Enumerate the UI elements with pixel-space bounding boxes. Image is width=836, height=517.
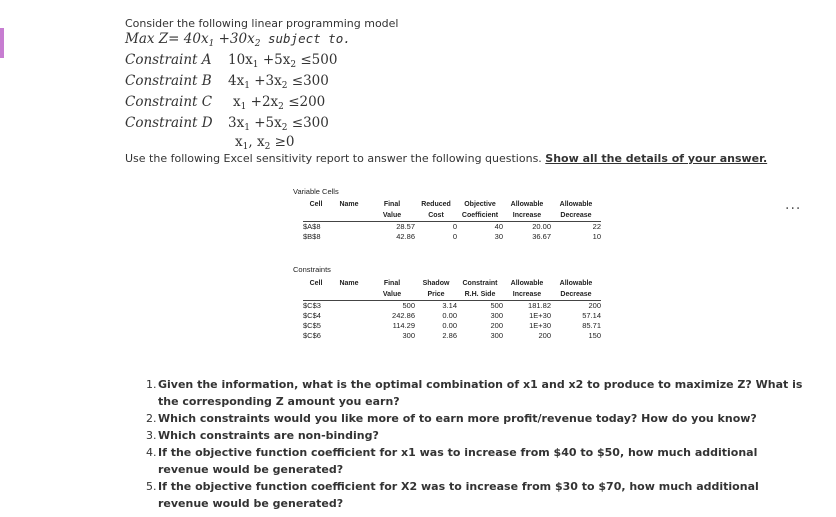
instructions-emphasis: Show all the details of your answer. [545,152,768,165]
constraints-table [303,278,601,341]
table-header-cell [329,289,369,301]
table-header-cell: Name [339,280,359,287]
table-cell: 181.82 [528,301,551,310]
question-item [146,427,806,444]
table-header-cell: Shadow [422,280,450,287]
table-cell: 85.71 [582,321,601,330]
table-header-cell: Final [383,201,401,208]
constraint-expression: $3x_1 +5x_2 \le 300$ [228,115,329,133]
table-row [303,232,601,242]
question-text: Which constraints are non-binding? [158,429,379,442]
question-item [146,478,806,512]
table-header-cell: Cell [309,201,323,208]
question-list [146,376,806,512]
table-row [303,222,601,233]
table-cell: 300 [402,331,415,340]
question-text: Which constraints would you like more of to earn more profit/revenue today? How do you know? [158,412,757,425]
table-cell [329,301,369,312]
question-number: 5. [146,480,157,493]
question-number: 3. [146,429,157,442]
variable-cells-table [303,199,601,242]
table-cell: 0 [452,232,457,241]
table-header-cell: Final [383,280,401,287]
table-header-cell [303,289,329,301]
table-cell: $A$8 [303,222,321,231]
table-header-cell: Value [369,210,415,222]
table-cell: $C$6 [303,331,321,340]
table-header-cell: Cell [309,280,323,287]
table-cell: 20.00 [532,222,551,231]
constraint-name: Constraint A [125,52,212,68]
table-header-cell: Price [415,289,457,301]
table-cell [329,311,369,321]
table-cell: 0 [452,222,457,231]
table-cell: 300 [490,331,503,340]
table-cell [329,331,369,341]
table-cell: 22 [592,222,601,231]
intro-text: Consider the following linear programming model [125,17,399,30]
table-header-cell: Allowable [510,201,544,208]
constraint-row [125,52,337,70]
table-header-cell: Decrease [551,289,601,301]
table-cell [329,222,369,233]
instructions: Use the following Excel sensitivity report to answer the following questions. Show all the details of your answer. [125,152,768,165]
objective-function: Max $Z= 40x_1 +30x_2$ subject to. [125,31,351,49]
table-cell: 0.00 [442,321,457,330]
table-cell: $C$5 [303,321,321,330]
table-cell: 57.14 [582,311,601,320]
table-header-cell: Decrease [551,210,601,222]
table-header-cell: Reduced [421,201,451,208]
table-header-cell: Objective [464,201,496,208]
table-cell: 42.86 [396,232,415,241]
table-cell: 114.29 [392,321,415,330]
more-dots-icon[interactable]: ... [785,197,802,213]
question-text: If the objective function coefficient for x1 was to increase from $40 to $50, how much additional revenue would be generated? [158,446,758,476]
constraint-row [125,115,329,133]
table-row [303,331,601,341]
table-header-cell: Coefficient [457,210,503,222]
table-cell: 36.67 [532,232,551,241]
table-cell [329,232,369,242]
table-cell: 3.14 [442,301,457,310]
constraint-name: Constraint D [125,115,213,131]
question-number: 4. [146,446,157,459]
table-cell: 28.57 [396,222,415,231]
table-cell: $B$8 [303,232,321,241]
table-row [303,301,601,312]
table-header-cell: Value [369,289,415,301]
table-cell: 200 [588,301,601,310]
table-cell: $C$3 [303,301,321,310]
table-cell: $C$4 [303,311,321,320]
question-item [146,376,806,410]
table-cell: 0.00 [442,311,457,320]
table-header-cell: Increase [503,289,551,301]
table-cell: 242.86 [392,311,415,320]
table-cell: 500 [402,301,415,310]
table-cell: 1E+30 [529,321,551,330]
accent-bar [0,28,4,58]
table-cell: 150 [588,331,601,340]
table-cell: 200 [490,321,503,330]
non-negativity: $x_1$, $x_2 \ge 0$ [235,134,295,152]
table-header-cell: Allowable [559,201,593,208]
table-header-cell: Name [339,201,359,208]
table-header-cell: Allowable [510,280,544,287]
question-item [146,444,806,478]
table-cell [329,321,369,331]
question-item [146,410,806,427]
table-cell: 200 [538,331,551,340]
constraint-name: Constraint C [125,94,213,110]
constraint-row [125,94,325,112]
table-row [303,321,601,331]
question-number: 1. [146,378,157,391]
constraint-expression: $x_1 +2x_2 \le 200$ [233,94,326,112]
question-text: If the objective function coefficient for X2 was to increase from $30 to $70, how much additional revenue would be generated? [158,480,759,510]
table-header-cell: Allowable [559,280,593,287]
table-cell: 30 [494,232,503,241]
table-header-cell: R.H. Side [457,289,503,301]
constraints-title: Constraints [293,265,331,274]
variable-cells-title: Variable Cells [293,187,339,196]
table-header-cell: Cost [415,210,457,222]
constraint-name: Constraint B [125,73,212,89]
constraint-expression: $10x_1 +5x_2 \le 500$ [228,52,338,70]
constraint-row [125,73,329,91]
table-cell: 2.86 [442,331,457,340]
table-cell: 500 [490,301,503,310]
table-header-cell [303,210,329,222]
table-cell: 1E+30 [529,311,551,320]
table-row [303,311,601,321]
table-header-cell [329,210,369,222]
question-number: 2. [146,412,157,425]
table-cell: 300 [490,311,503,320]
sensitivity-report [293,187,642,340]
question-text: Given the information, what is the optimal combination of x1 and x2 to produce to maximize Z? What is the corresponding Z amount you earn? [158,378,803,408]
table-cell: 10 [592,232,601,241]
constraint-expression: $4x_1 +3x_2 \le 300$ [228,73,329,91]
table-header-cell: Increase [503,210,551,222]
table-header-cell: Constraint [462,280,498,287]
table-cell: 40 [494,222,503,231]
